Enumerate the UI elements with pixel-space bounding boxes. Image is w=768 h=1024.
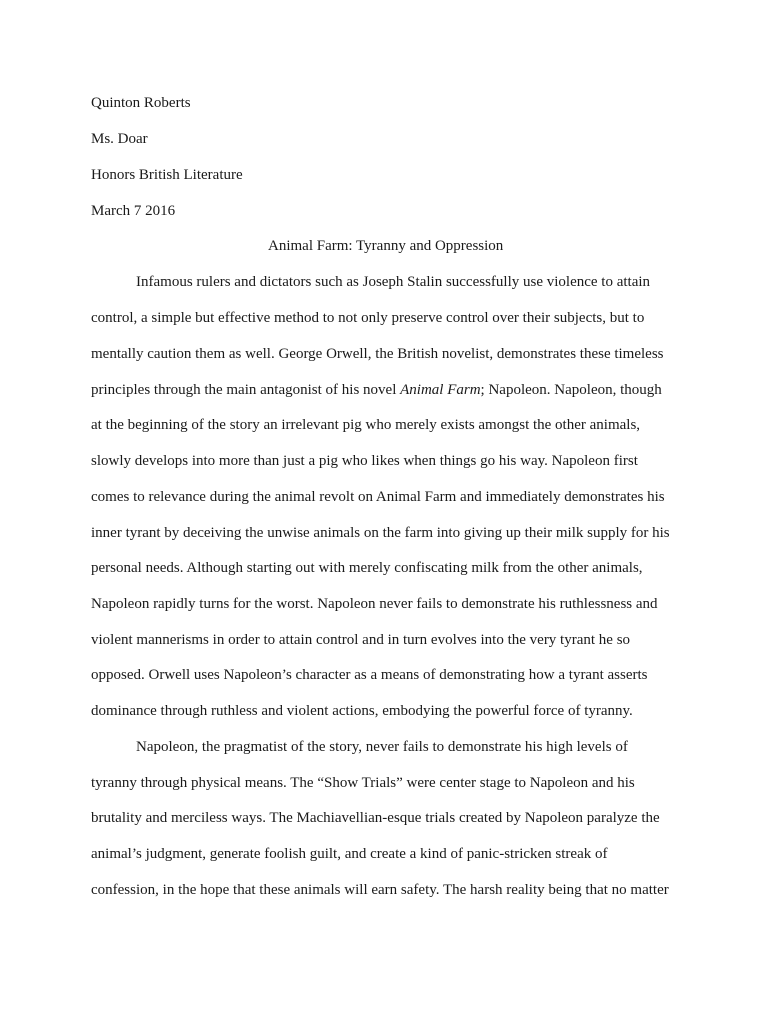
novel-title-italic: Animal Farm <box>400 382 481 398</box>
paragraph-1-line-4-end: ; Napoleon. Napoleon, though <box>480 382 662 398</box>
paragraph-1-line-8: inner tyrant by deceiving the unwise animals on the farm into giving up their milk supply for his <box>91 525 670 541</box>
paragraph-1-line-10: Napoleon rapidly turns for the worst. Napoleon never fails to demonstrate his ruthlessness and <box>91 596 658 612</box>
paragraph-1-line-13: dominance through ruthless and violent actions, embodying the powerful force of tyranny. <box>91 703 633 719</box>
paragraph-2-line-1: Napoleon, the pragmatist of the story, never fails to demonstrate his high levels of <box>136 739 628 755</box>
paragraph-1-line-7: comes to relevance during the animal revolt on Animal Farm and immediately demonstrates his <box>91 489 665 505</box>
teacher-name: Ms. Doar <box>91 131 148 147</box>
course-name: Honors British Literature <box>91 167 243 183</box>
paragraph-1-line-9: personal needs. Although starting out with merely confiscating milk from the other animals, <box>91 560 643 576</box>
paragraph-1-line-4-start: principles through the main antagonist of his novel <box>91 382 401 398</box>
paragraph-1-line-2: control, a simple but effective method to not only preserve control over their subjects, but to <box>91 310 645 326</box>
paragraph-2-line-2: tyranny through physical means. The “Show Trials” were center stage to Napoleon and his <box>91 775 635 791</box>
essay-title: Animal Farm: Tyranny and Oppression <box>268 238 504 254</box>
paragraph-1-line-4 <box>91 381 662 399</box>
paragraph-1-line-5: at the beginning of the story an irrelevant pig who merely exists amongst the other animals, <box>91 417 641 433</box>
paragraph-2-line-5: confession, in the hope that these animals will earn safety. The harsh reality being that no matter <box>91 882 669 898</box>
student-name: Quinton Roberts <box>91 95 191 111</box>
paragraph-1-line-6: slowly develops into more than just a pig who likes when things go his way. Napoleon first <box>91 453 638 469</box>
paragraph-2-line-3: brutality and merciless ways. The Machiavellian-esque trials created by Napoleon paralyze the <box>91 810 660 826</box>
date: March 7 2016 <box>91 203 176 219</box>
paragraph-1-line-3: mentally caution them as well. George Orwell, the British novelist, demonstrates these timeless <box>91 346 664 362</box>
paragraph-1-line-1: Infamous rulers and dictators such as Joseph Stalin successfully use violence to attain <box>136 274 651 290</box>
paragraph-1-line-11: violent mannerisms in order to attain control and in turn evolves into the very tyrant he so <box>91 632 631 648</box>
paragraph-1-line-12: opposed. Orwell uses Napoleon’s character as a means of demonstrating how a tyrant asserts <box>91 667 648 683</box>
paragraph-2-line-4: animal’s judgment, generate foolish guilt, and create a kind of panic-stricken streak of <box>91 846 608 862</box>
